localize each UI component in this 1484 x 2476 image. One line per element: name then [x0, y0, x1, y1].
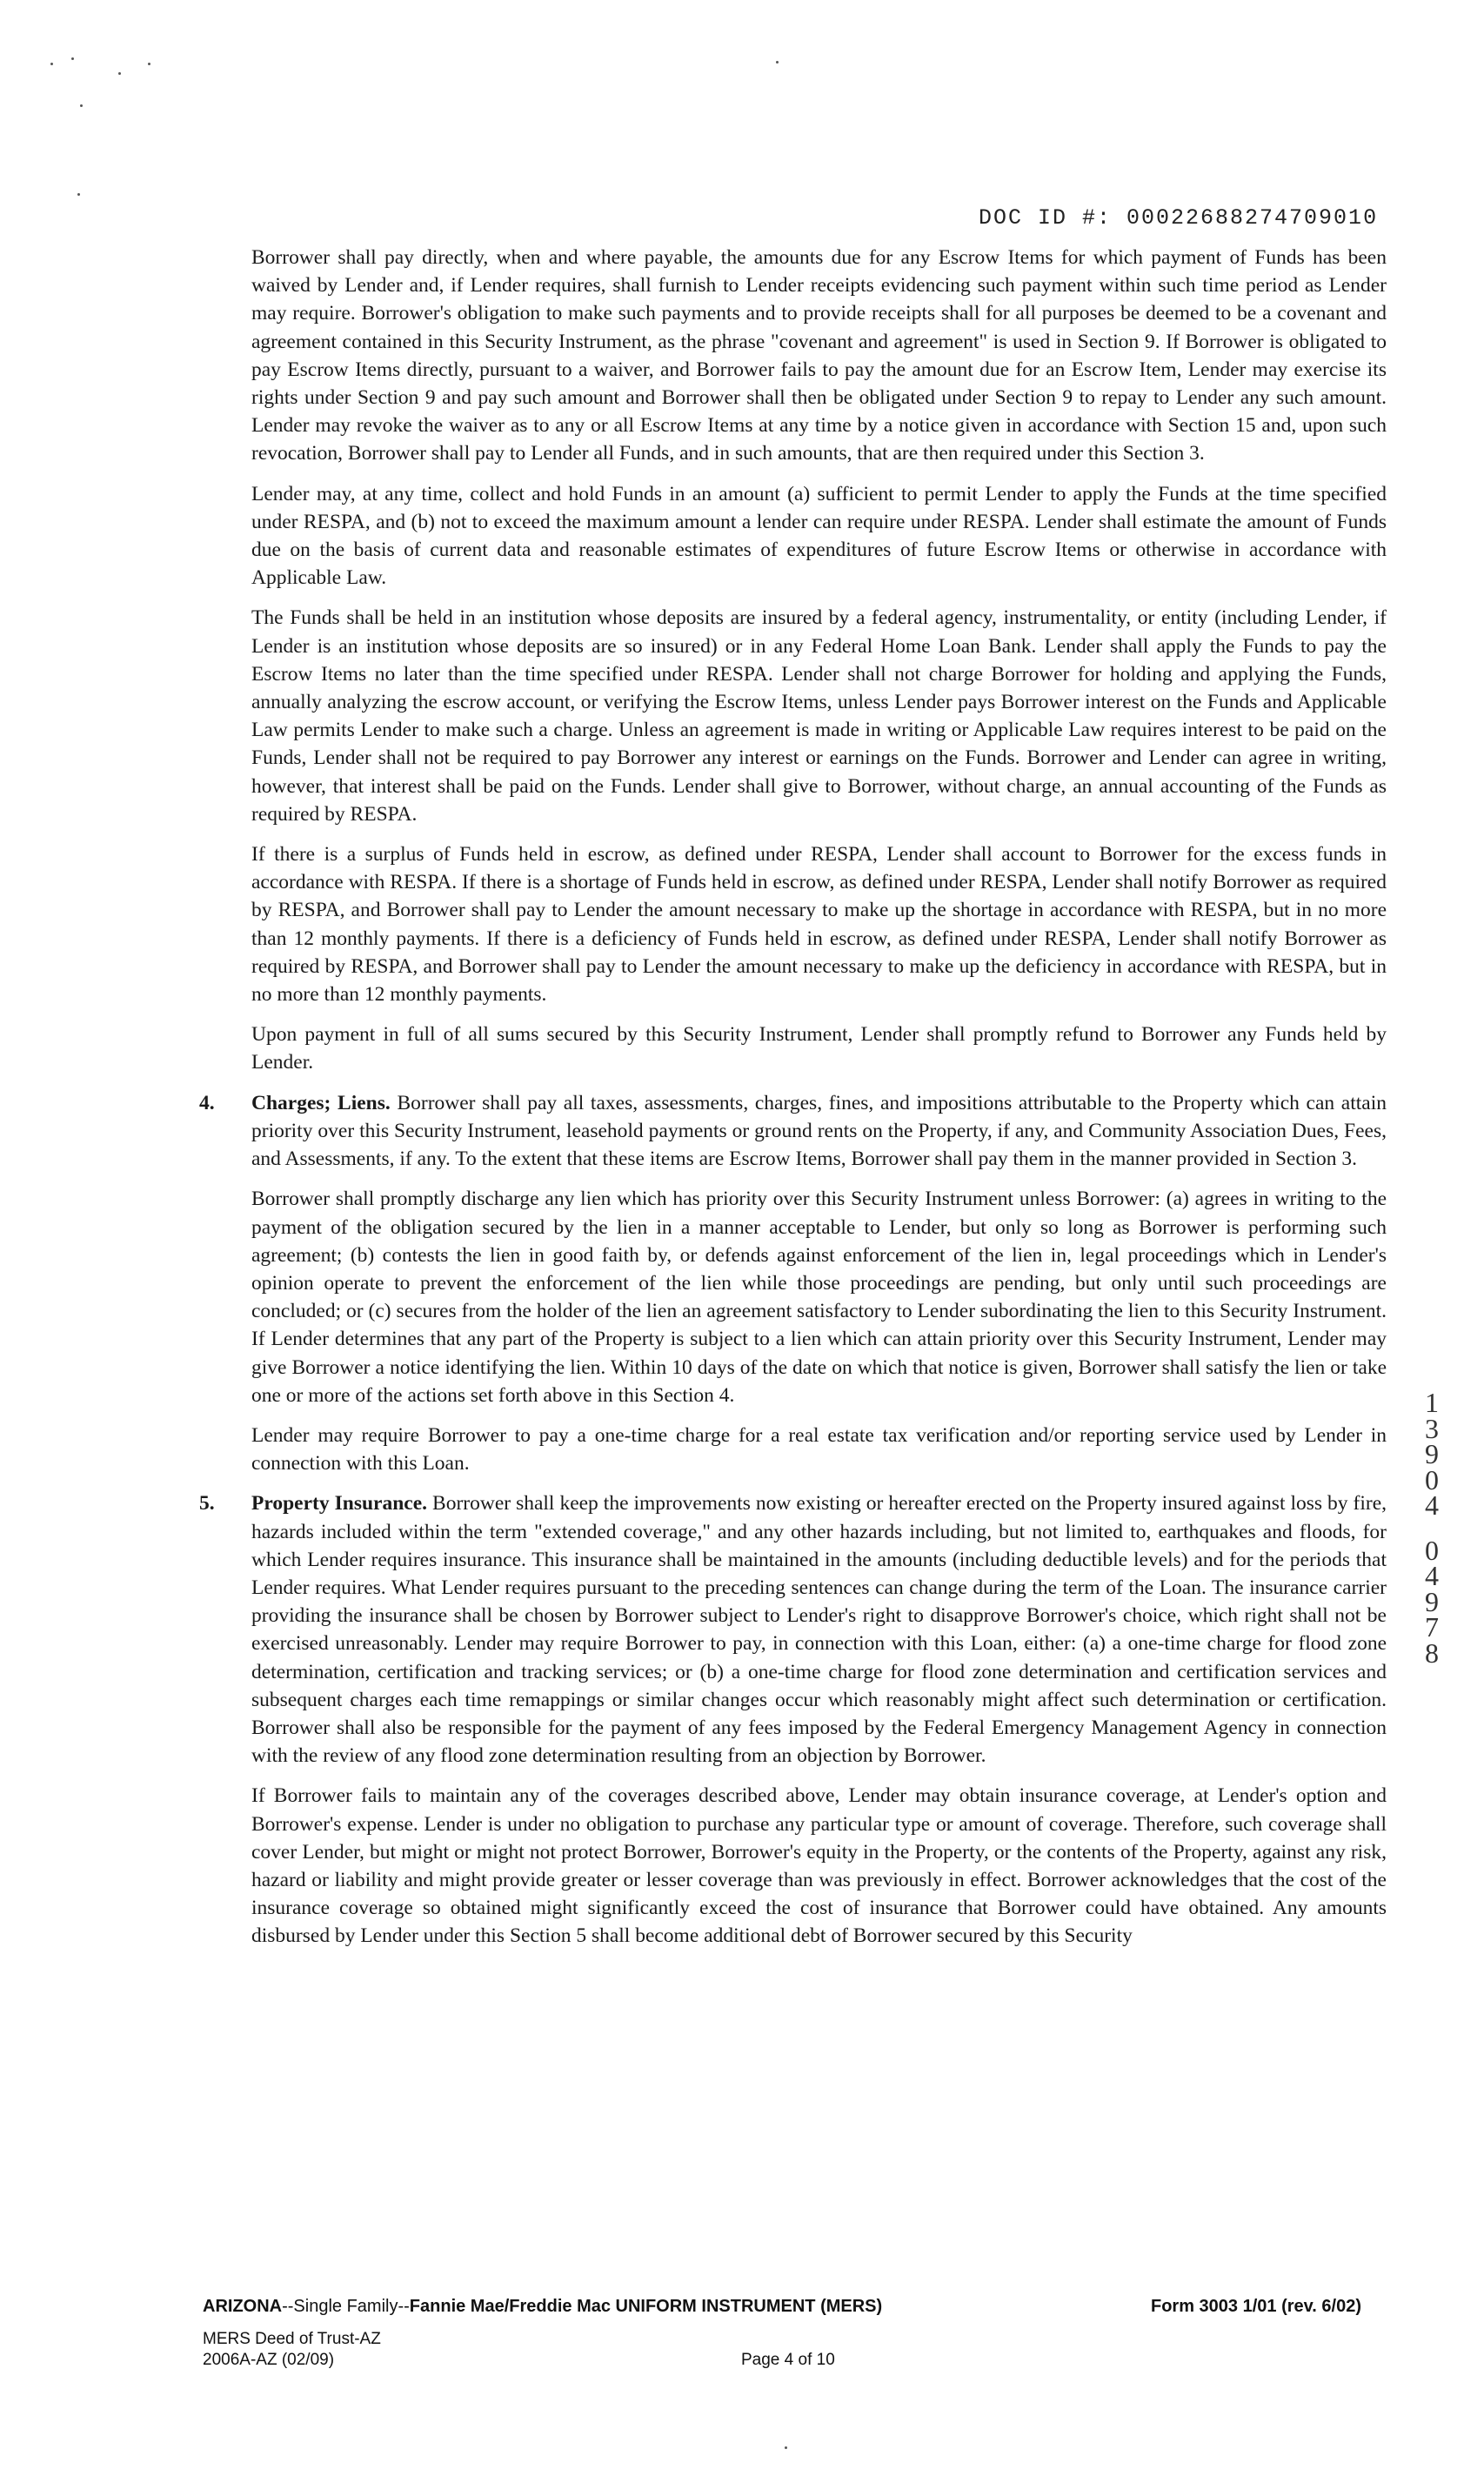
paragraph: Borrower shall promptly discharge any lien which has priority over this Security Instrument unless Borrower: (a) agrees in writing to the payment of the obligation secured by the lien in a manner acceptable to Lender, but only so long as Borrower is performing such agreement; (b) contests the lien in good faith by, or defends against enforcement of the lien in, legal proceedings which in Lender's opinion operate to prevent the enforcement of the lien while those proceedings are pending, but only until such proceedings are concluded; or (c) secures from the holder of the lien an agreement satisfactory to Lender subordinating the lien to this Security Instrument. If Lender determines that any part of the Property is subject to a lien which can attain priority over this Security Instrument, Lender may give Borrower a notice identifying the lien. Within 10 days of the date on which that notice is given, Borrower shall satisfy the lien or take one or more of the actions set forth above in this Section 4. — [251, 1188, 1387, 1407]
paragraph: If there is a surplus of Funds held in escrow, as defined under RESPA, Lender shall account to Borrower for the excess funds in accordance with RESPA. If there is a shortage of Funds held in escrow, as defined under RESPA, Lender shall notify Borrower as required by RESPA, and Borrower shall pay to Lender the amount necessary to make up the shortage in accordance with RESPA, but in no more than 12 monthly payments. If there is a deficiency of Funds held in escrow, as defined under RESPA, Lender shall notify Borrower as required by RESPA, and Borrower shall pay to Lender the amount necessary to make up the deficiency in accordance with RESPA, but in no more than 12 monthly payments. — [251, 843, 1387, 1007]
paragraph: Upon payment in full of all sums secured by this Security Instrument, Lender shall promptly refund to Borrower any Funds held by Lender. — [251, 1023, 1387, 1074]
paragraph: If Borrower fails to maintain any of the coverages described above, Lender may obtain insurance coverage, at Lender's option and Borrower's expense. Lender is under no obligation to purchase any particular type or amount of coverage. Therefore, such coverage shall cover Lender, but might or might not protect Borrower, Borrower's equity in the Property, or the contents of the Property, against any risk, hazard or liability and might provide greater or lesser coverage than was previously in effect. Borrower acknowledges that the cost of the insurance coverage so obtained might significantly exceed the cost of insurance that Borrower could have obtained. Any amounts disbursed by Lender under this Section 5 shall become additional debt of Borrower secured by this Security — [251, 1784, 1387, 1948]
footer-deed-type: MERS Deed of Trust-AZ — [203, 2330, 381, 2348]
footer-instrument-line — [203, 2297, 882, 2317]
stamp-digit: 9 — [1425, 1585, 1439, 1617]
section-title: Charges; Liens. — [251, 1091, 391, 1114]
stamp-digit: 3 — [1425, 1412, 1439, 1444]
recording-number-stamp — [1420, 1387, 1444, 1669]
stamp-digit: 0 — [1425, 1463, 1439, 1496]
stamp-digit: 4 — [1425, 1560, 1439, 1591]
footer-separator: --Single Family-- — [282, 2297, 410, 2316]
stamp-digit: 4 — [1425, 1489, 1439, 1521]
section-title: Property Insurance. — [251, 1492, 428, 1516]
section-text: Borrower shall pay all taxes, assessments, charges, fines, and impositions attributable to the Property which can attain priority over this Security Instrument, leasehold payments or ground rents on the Property, if any, and Community Association Dues, Fees, and Assessments, if any. To the extent that these items are Escrow Items, Borrower shall pay them in the manner provided in Section 3. — [251, 1091, 1387, 1171]
section-5 — [199, 1489, 1387, 1770]
stamp-digit: 8 — [1425, 1636, 1439, 1669]
paragraph: Lender may, at any time, collect and hold Funds in an amount (a) sufficient to permit Lender to apply the Funds at the time specified under RESPA, and (b) not to exceed the maximum amount a lender can require under RESPA. Lender shall estimate the amount of Funds due on the basis of current data and reasonable estimates of expenditures of future Escrow Items or otherwise in accordance with Applicable Law. — [251, 482, 1387, 590]
footer-title: Fannie Mae/Freddie Mac UNIFORM INSTRUMENT (MERS) — [409, 2297, 883, 2316]
footer-form-number: Form 3003 1/01 (rev. 6/02) — [1151, 2297, 1361, 2316]
doc-id: DOC ID #: 00022688274709010 — [979, 205, 1379, 231]
stamp-digit: 7 — [1425, 1611, 1439, 1643]
stamp-digit: 0 — [1425, 1534, 1439, 1566]
scan-speck — [148, 63, 150, 65]
document-body — [199, 244, 1387, 1963]
stamp-digit: 1 — [1425, 1387, 1439, 1418]
paragraph: Lender may require Borrower to pay a one-time charge for a real estate tax verification and/or reporting service used by Lender in connection with this Loan. — [251, 1423, 1387, 1476]
section-4 — [199, 1089, 1387, 1174]
scan-speck — [50, 63, 53, 65]
section-text: Borrower shall keep the improvements now existing or hereafter erected on the Property insured against loss by fire, hazards included within the term "extended coverage," and any other hazards including, but not limited to, earthquakes and floods, for which Lender requires insurance. This insurance shall be maintained in the amounts (including deductible levels) and for the periods that Lender requires. What Lender requires pursuant to the preceding sentences can change during the term of the Loan. The insurance carrier providing the insurance shall be chosen by Borrower subject to Lender's right to disapprove Borrower's choice, which right shall not be exercised unreasonably. Lender may require Borrower to pay, in connection with this Loan, either: (a) a one-time charge for flood zone determination, certification and tracking services; or (b) a one-time charge for flood zone determination and certification services and subsequent charges each time remappings or similar changes occur which reasonably might affect such determination or certification. Borrower shall also be responsible for the payment of any fees imposed by the Federal Emergency Management Agency in connection with the review of any flood zone determination resulting from an objection by Borrower. — [251, 1492, 1387, 1768]
section-number: 5. — [199, 1492, 215, 1516]
scan-speck — [785, 2446, 787, 2449]
scan-speck — [71, 57, 74, 60]
footer-state: ARIZONA — [203, 2297, 283, 2316]
footer-form-code: 2006A-AZ (02/09) — [203, 2351, 335, 2369]
paragraph: Borrower shall pay directly, when and where payable, the amounts due for any Escrow Items for which payment of Funds has been waived by Lender and, if Lender requires, shall furnish to Lender receipts evidencing such payment within such time period as Lender may require. Borrower's obligation to make such payments and to provide receipts shall for all purposes be deemed to be a covenant and agreement contained in this Security Instrument, as the phrase "covenant and agreement" is used in Section 9. If Borrower is obligated to pay Escrow Items directly, pursuant to a waiver, and Borrower fails to pay the amount due for an Escrow Item, Lender may exercise its rights under Section 9 and pay such amount and Borrower shall then be obligated under Section 9 to repay to Lender any such amount. Lender may revoke the waiver as to any or all Escrow Items at any time by a notice given in accordance with Section 15 and, upon such revocation, Borrower shall pay to Lender all Funds, and in such amounts, that are then required under this Section 3. — [251, 246, 1387, 465]
paragraph: The Funds shall be held in an institution whose deposits are insured by a federal agency, instrumentality, or entity (including Lender, if Lender is an institution whose deposits are so insured) or in any Federal Home Loan Bank. Lender shall apply the Funds to pay the Escrow Items no later than the time specified under RESPA. Lender shall not charge Borrower for holding and applying the Funds, annually analyzing the escrow account, or verifying the Escrow Items, unless Lender pays Borrower interest on the Funds and Applicable Law permits Lender to make such a charge. Unless an agreement is made in writing or Applicable Law requires interest to be paid on the Funds, Lender shall not be required to pay Borrower any interest or earnings on the Funds. Borrower and Lender can agree in writing, however, that interest shall be paid on the Funds. Lender shall give to Borrower, without charge, an annual accounting of the Funds as required by RESPA. — [251, 606, 1387, 826]
scan-speck — [77, 193, 80, 196]
scan-speck — [80, 104, 83, 107]
scan-speck — [776, 61, 779, 64]
stamp-digit: 9 — [1425, 1438, 1439, 1469]
section-number: 4. — [199, 1091, 215, 1114]
page-number: Page 4 of 10 — [741, 2351, 835, 2369]
scan-speck — [118, 72, 121, 75]
